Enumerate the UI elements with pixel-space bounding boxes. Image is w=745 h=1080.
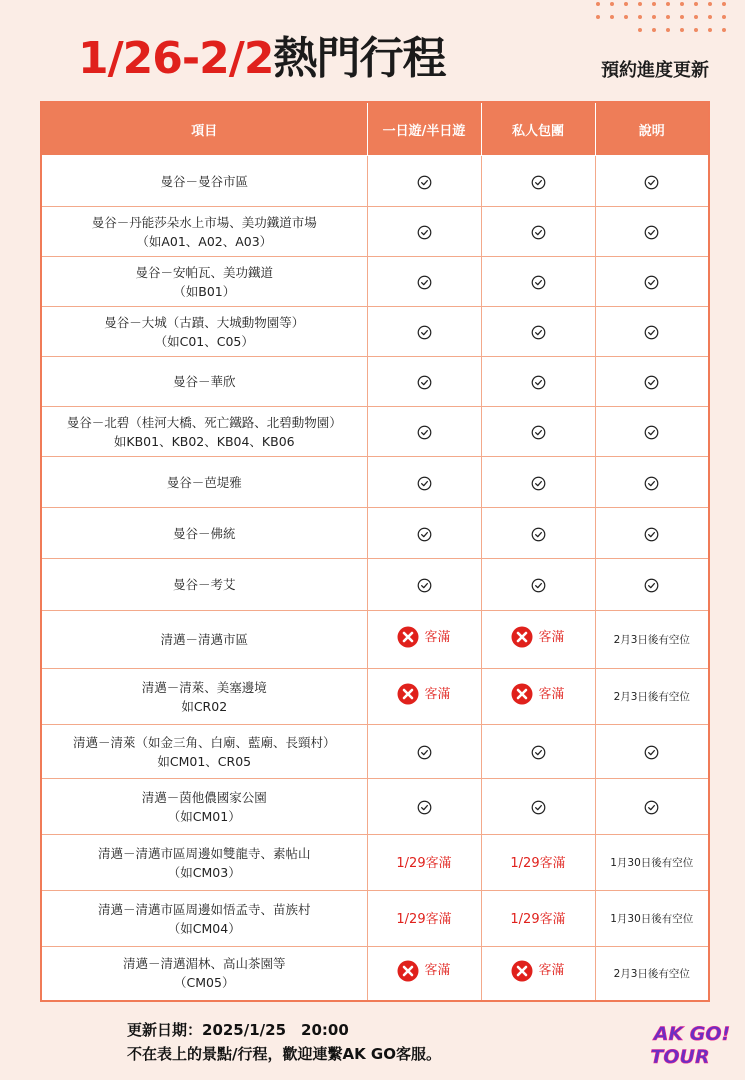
item-cell bbox=[41, 457, 367, 508]
item-text: 清邁－清邁市區周邊如悟孟寺、苗族村 bbox=[97, 901, 311, 917]
private-tour-cell bbox=[481, 357, 595, 407]
column-header-day-tour: 一日遊/半日遊 bbox=[367, 102, 481, 156]
check-icon bbox=[644, 800, 659, 815]
note-cell bbox=[595, 407, 709, 457]
item-text: 如CM01、CR05 bbox=[157, 753, 252, 769]
item-text: 曼谷－丹能莎朵水上市場、美功鐵道市場 bbox=[91, 214, 317, 230]
check-icon bbox=[417, 745, 432, 760]
item-cell bbox=[41, 669, 367, 725]
decor-dot bbox=[652, 15, 656, 19]
private-tour-cell bbox=[481, 257, 595, 307]
decor-dot bbox=[652, 2, 656, 6]
check-icon bbox=[417, 275, 432, 290]
decor-dot bbox=[638, 15, 642, 19]
full-x-icon bbox=[397, 626, 419, 648]
schedule-table bbox=[40, 101, 710, 1002]
private-tour-cell bbox=[481, 559, 595, 611]
check-icon bbox=[644, 275, 659, 290]
item-text: 如CR02 bbox=[181, 698, 228, 714]
decor-dot bbox=[652, 28, 656, 32]
note-cell bbox=[595, 835, 709, 891]
decor-dot bbox=[722, 28, 726, 32]
private-tour-cell bbox=[481, 891, 595, 947]
title-text: 熱門行程 bbox=[273, 33, 446, 84]
page-title bbox=[78, 22, 445, 86]
decor-dot bbox=[596, 2, 600, 6]
item-text: （如CM03） bbox=[167, 864, 241, 880]
day-tour-cell bbox=[367, 559, 481, 611]
decor-dot bbox=[722, 2, 726, 6]
availability-note: 2月3日後有空位 bbox=[613, 634, 690, 646]
full-badge bbox=[511, 683, 564, 705]
full-date-label: 1/29客滿 bbox=[510, 911, 566, 927]
decor-dot bbox=[694, 2, 698, 6]
check-icon bbox=[531, 375, 546, 390]
check-icon bbox=[417, 225, 432, 240]
note-cell bbox=[595, 457, 709, 508]
update-date: 更新日期：2025/1/25 20:00 bbox=[127, 1021, 349, 1039]
check-icon bbox=[531, 800, 546, 815]
private-tour-cell bbox=[481, 669, 595, 725]
full-label: 客滿 bbox=[538, 963, 565, 979]
note-cell bbox=[595, 559, 709, 611]
item-text: （如C01、C05） bbox=[154, 333, 254, 349]
full-x-icon bbox=[397, 683, 419, 705]
svg-text:TOUR: TOUR bbox=[650, 1046, 710, 1068]
private-tour-cell bbox=[481, 457, 595, 508]
full-label: 客滿 bbox=[424, 963, 451, 979]
note-cell bbox=[595, 669, 709, 725]
private-tour-cell bbox=[481, 611, 595, 669]
day-tour-cell bbox=[367, 207, 481, 257]
item-cell bbox=[41, 207, 367, 257]
full-date-label: 1/29客滿 bbox=[396, 855, 452, 871]
check-icon bbox=[417, 578, 432, 593]
decor-dot bbox=[694, 15, 698, 19]
check-icon bbox=[417, 476, 432, 491]
check-icon bbox=[417, 527, 432, 542]
check-icon bbox=[531, 527, 546, 542]
decor-dot bbox=[708, 2, 712, 6]
table-row bbox=[41, 508, 709, 559]
item-text: 清邁－清邁市區周邊如雙龍寺、素帖山 bbox=[97, 845, 311, 861]
check-icon bbox=[531, 175, 546, 190]
table-row bbox=[41, 357, 709, 407]
footer bbox=[127, 1018, 441, 1066]
check-icon bbox=[644, 175, 659, 190]
table-row bbox=[41, 407, 709, 457]
table-row bbox=[41, 457, 709, 508]
decor-dot bbox=[610, 15, 614, 19]
day-tour-cell bbox=[367, 407, 481, 457]
private-tour-cell bbox=[481, 407, 595, 457]
ak-go-tour-logo bbox=[642, 1020, 737, 1070]
check-icon bbox=[531, 275, 546, 290]
decor-dot bbox=[666, 15, 670, 19]
page-subtitle: 預約進度更新 bbox=[601, 60, 709, 81]
item-text: 曼谷－考艾 bbox=[172, 577, 236, 592]
check-icon bbox=[531, 425, 546, 440]
decorative-dots bbox=[588, 0, 738, 36]
decor-dot bbox=[610, 2, 614, 6]
item-text: 清邁－清邁湄林、高山茶園等 bbox=[122, 956, 286, 972]
day-tour-cell bbox=[367, 835, 481, 891]
check-icon bbox=[644, 425, 659, 440]
full-badge bbox=[397, 960, 450, 982]
full-label: 客滿 bbox=[538, 686, 565, 702]
day-tour-cell bbox=[367, 947, 481, 1001]
full-badge bbox=[511, 626, 564, 648]
table-header-row bbox=[41, 102, 709, 156]
column-header-item: 項目 bbox=[41, 102, 367, 156]
table-row bbox=[41, 779, 709, 835]
svg-text:AK GO!: AK GO! bbox=[653, 1023, 731, 1045]
check-icon bbox=[417, 375, 432, 390]
full-date-label: 1/29客滿 bbox=[396, 911, 452, 927]
day-tour-cell bbox=[367, 156, 481, 207]
private-tour-cell bbox=[481, 508, 595, 559]
item-cell bbox=[41, 725, 367, 779]
table-row bbox=[41, 891, 709, 947]
item-text: （如B01） bbox=[173, 283, 236, 299]
note-cell bbox=[595, 257, 709, 307]
item-text: 曼谷－芭堤雅 bbox=[166, 474, 242, 490]
decor-dot bbox=[708, 28, 712, 32]
item-cell bbox=[41, 835, 367, 891]
decor-dot bbox=[666, 28, 670, 32]
table-row bbox=[41, 947, 709, 1001]
check-icon bbox=[644, 578, 659, 593]
item-text: 曼谷－大城（古蹟、大城動物園等） bbox=[104, 314, 305, 330]
decor-dot bbox=[722, 15, 726, 19]
check-icon bbox=[417, 325, 432, 340]
note-cell bbox=[595, 611, 709, 669]
item-text: 曼谷－曼谷市區 bbox=[160, 173, 248, 189]
item-cell bbox=[41, 947, 367, 1001]
private-tour-cell bbox=[481, 725, 595, 779]
decor-dot bbox=[596, 15, 600, 19]
item-cell bbox=[41, 891, 367, 947]
item-text: 清邁－清邁市區 bbox=[160, 632, 248, 647]
item-text: 清邁－清萊、美塞邊境 bbox=[141, 679, 267, 695]
decor-dot bbox=[638, 28, 642, 32]
decor-dot bbox=[708, 15, 712, 19]
table-row bbox=[41, 611, 709, 669]
note-cell bbox=[595, 357, 709, 407]
private-tour-cell bbox=[481, 207, 595, 257]
full-badge bbox=[511, 960, 564, 982]
table-row bbox=[41, 835, 709, 891]
private-tour-cell bbox=[481, 947, 595, 1001]
check-icon bbox=[417, 425, 432, 440]
note-cell bbox=[595, 508, 709, 559]
column-header-private-tour: 私人包團 bbox=[481, 102, 595, 156]
check-icon bbox=[531, 325, 546, 340]
item-cell bbox=[41, 407, 367, 457]
table-row bbox=[41, 156, 709, 207]
day-tour-cell bbox=[367, 891, 481, 947]
item-text: （如A01、A02、A03） bbox=[136, 233, 273, 249]
check-icon bbox=[531, 578, 546, 593]
day-tour-cell bbox=[367, 611, 481, 669]
day-tour-cell bbox=[367, 669, 481, 725]
item-text: 曼谷－華欣 bbox=[172, 374, 236, 389]
item-text: 曼谷－佛統 bbox=[172, 525, 236, 541]
item-cell bbox=[41, 559, 367, 611]
table-row bbox=[41, 559, 709, 611]
decor-dot bbox=[680, 2, 684, 6]
full-label: 客滿 bbox=[424, 686, 451, 702]
full-label: 客滿 bbox=[424, 629, 451, 645]
check-icon bbox=[644, 745, 659, 760]
check-icon bbox=[644, 325, 659, 340]
table-row bbox=[41, 669, 709, 725]
check-icon bbox=[417, 175, 432, 190]
decor-dot bbox=[666, 2, 670, 6]
decor-dot bbox=[680, 28, 684, 32]
column-header-note: 說明 bbox=[595, 102, 709, 156]
private-tour-cell bbox=[481, 156, 595, 207]
day-tour-cell bbox=[367, 257, 481, 307]
check-icon bbox=[417, 800, 432, 815]
private-tour-cell bbox=[481, 835, 595, 891]
item-text: （CM05） bbox=[174, 975, 235, 991]
check-icon bbox=[531, 225, 546, 240]
check-icon bbox=[644, 225, 659, 240]
note-cell bbox=[595, 725, 709, 779]
item-cell bbox=[41, 307, 367, 357]
note-cell bbox=[595, 891, 709, 947]
note-cell bbox=[595, 947, 709, 1001]
table-row bbox=[41, 725, 709, 779]
item-text: 曼谷－安帕瓦、美功鐵道 bbox=[135, 264, 273, 280]
full-x-icon bbox=[511, 626, 533, 648]
availability-note: 1月30日後有空位 bbox=[610, 857, 694, 869]
day-tour-cell bbox=[367, 307, 481, 357]
day-tour-cell bbox=[367, 457, 481, 508]
item-cell bbox=[41, 257, 367, 307]
full-badge bbox=[397, 626, 450, 648]
availability-note: 1月30日後有空位 bbox=[610, 913, 694, 925]
day-tour-cell bbox=[367, 725, 481, 779]
check-icon bbox=[644, 476, 659, 491]
item-cell bbox=[41, 508, 367, 559]
full-date-label: 1/29客滿 bbox=[510, 855, 566, 871]
availability-note: 2月3日後有空位 bbox=[613, 967, 690, 980]
item-cell bbox=[41, 611, 367, 669]
note-cell bbox=[595, 779, 709, 835]
check-icon bbox=[644, 375, 659, 390]
table-row bbox=[41, 307, 709, 357]
private-tour-cell bbox=[481, 307, 595, 357]
full-label: 客滿 bbox=[538, 629, 565, 645]
item-text: 曼谷－北碧（桂河大橋、死亡鐵路、北碧動物園） bbox=[66, 414, 342, 430]
title-date: 1/26-2/2 bbox=[78, 33, 274, 84]
table-row bbox=[41, 207, 709, 257]
contact-note: 不在表上的景點/行程，歡迎連繫AK GO客服。 bbox=[127, 1045, 441, 1063]
decor-dot bbox=[624, 2, 628, 6]
full-x-icon bbox=[511, 960, 533, 982]
item-text: （如CM04） bbox=[167, 920, 241, 936]
item-cell bbox=[41, 779, 367, 835]
note-cell bbox=[595, 207, 709, 257]
check-icon bbox=[531, 745, 546, 760]
decor-dot bbox=[638, 2, 642, 6]
full-badge bbox=[397, 683, 450, 705]
note-cell bbox=[595, 156, 709, 207]
day-tour-cell bbox=[367, 357, 481, 407]
item-cell bbox=[41, 156, 367, 207]
day-tour-cell bbox=[367, 508, 481, 559]
item-text: 清邁－清萊（如金三角、白廟、藍廟、長頸村） bbox=[72, 734, 336, 750]
table-row bbox=[41, 257, 709, 307]
full-x-icon bbox=[397, 960, 419, 982]
note-cell bbox=[595, 307, 709, 357]
decor-dot bbox=[624, 15, 628, 19]
item-text: 如KB01、KB02、KB04、KB06 bbox=[113, 433, 295, 449]
check-icon bbox=[531, 476, 546, 491]
check-icon bbox=[644, 527, 659, 542]
day-tour-cell bbox=[367, 779, 481, 835]
item-text: 清邁－茵他儂國家公園 bbox=[141, 789, 267, 805]
item-text: （如CM01） bbox=[167, 808, 241, 824]
decor-dot bbox=[694, 28, 698, 32]
item-cell bbox=[41, 357, 367, 407]
private-tour-cell bbox=[481, 779, 595, 835]
availability-note: 2月3日後有空位 bbox=[613, 691, 690, 703]
full-x-icon bbox=[511, 683, 533, 705]
decor-dot bbox=[680, 15, 684, 19]
